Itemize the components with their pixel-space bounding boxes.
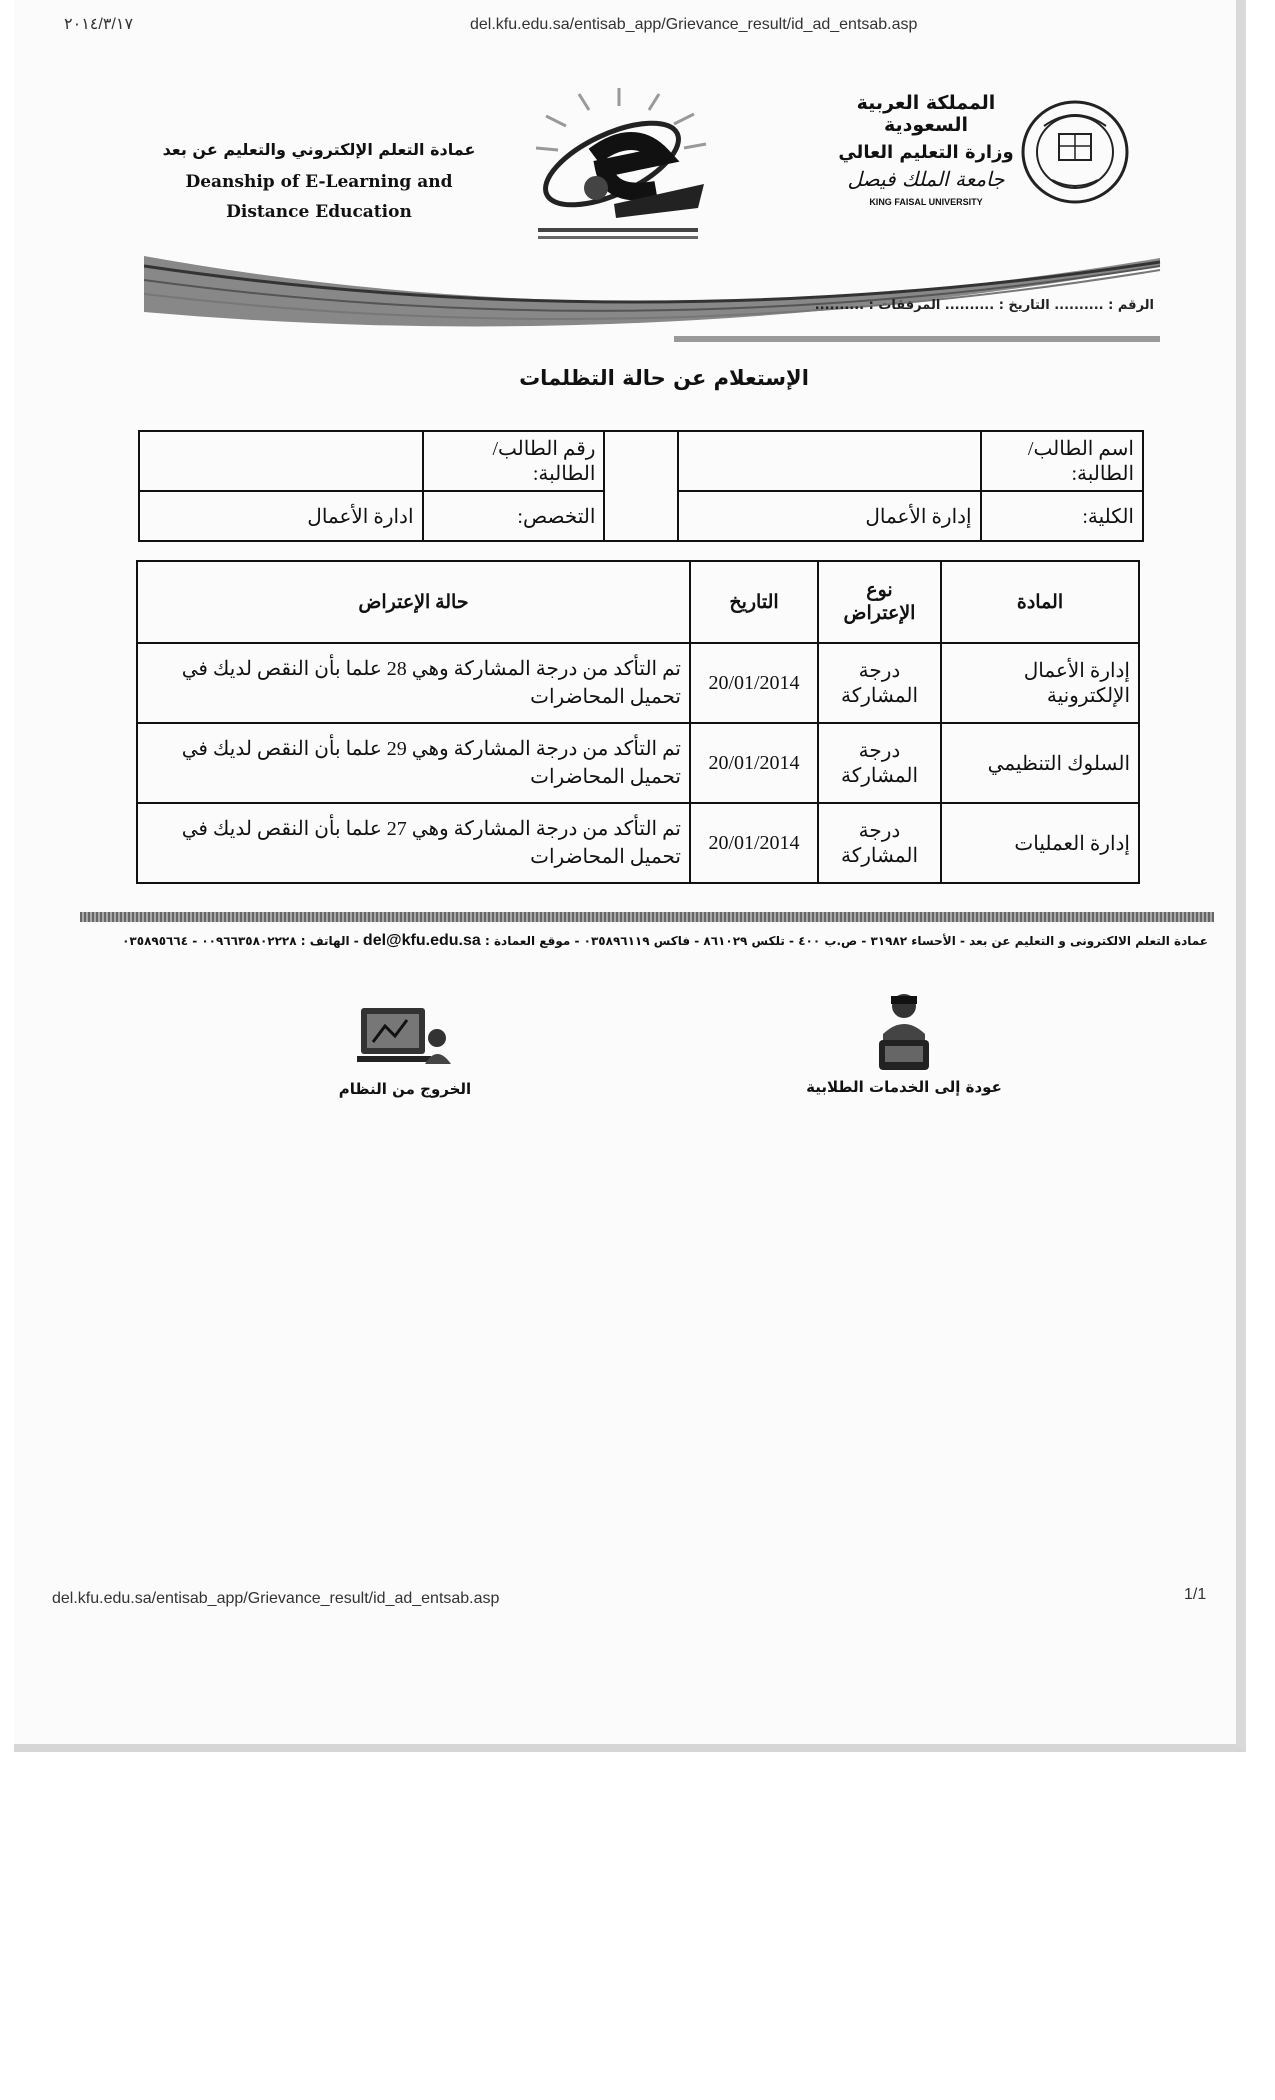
grievances-table <box>136 560 1140 884</box>
table-row <box>137 643 1139 723</box>
header-status: حالة الإعتراض <box>137 561 690 643</box>
row-date: 20/01/2014 <box>690 723 818 803</box>
logout-label: الخروج من النظام <box>338 1080 472 1098</box>
print-date: ٢٠١٤/٣/١٧ <box>64 16 134 33</box>
print-url-header: del.kfu.edu.sa/entisab_app/Grievance_result/id_ad_entsab.asp <box>470 16 918 33</box>
letterhead-swoosh <box>144 236 1162 348</box>
header-type <box>818 561 941 643</box>
deanship-name-en-line1: Deanship of E-Learning and <box>185 172 453 192</box>
table-row <box>137 803 1139 883</box>
university-name-en: KING FAISAL UNIVERSITY <box>869 197 983 207</box>
college-value: إدارة الأعمال <box>678 491 980 541</box>
ministry-line1: المملكة العربية السعودية <box>856 92 996 136</box>
table-header-row <box>137 561 1139 643</box>
row-status: تم التأكد من درجة المشاركة وهي 28 علما بأن النقص لديك في تحميل المحاضرات <box>137 643 690 723</box>
back-to-student-services-link[interactable] <box>794 990 1014 1096</box>
student-name-label: اسم الطالب/الطالبة: <box>981 431 1143 491</box>
page-title: الإستعلام عن حالة التظلمات <box>519 366 809 390</box>
header-subject: المادة <box>941 561 1139 643</box>
row-subject: إدارة العمليات <box>941 803 1139 883</box>
major-label: التخصص: <box>423 491 605 541</box>
footer-contact-line <box>98 932 1208 950</box>
row-type: درجة المشاركة <box>818 723 941 803</box>
student-number-label: رقم الطالب/الطالبة: <box>423 431 605 491</box>
ministry-block <box>826 92 1026 207</box>
deanship-block <box>154 140 484 227</box>
logout-computer-icon <box>355 1004 455 1076</box>
student-number-value <box>139 431 423 491</box>
college-label: الكلية: <box>981 491 1143 541</box>
footer-contact-text-after: - الهاتف : ٠٠٩٦٦٣٥٨٠٢٢٢٨ - ٠٣٥٨٩٥٦٦٤ <box>122 934 359 948</box>
university-seal-icon <box>1014 96 1136 208</box>
row-type: درجة المشاركة <box>818 803 941 883</box>
print-page-number: 1/1 <box>1184 1586 1207 1603</box>
university-name-ar: جامعة الملك فيصل <box>847 167 1005 191</box>
row-date: 20/01/2014 <box>690 643 818 723</box>
row-type: درجة المشاركة <box>818 643 941 723</box>
reference-line: الرقم : .......... التاريخ : .......... المرفقات : .......... <box>814 298 1154 313</box>
deanship-name-ar: عمادة التعلم الإلكتروني والتعليم عن بعد <box>162 140 476 159</box>
ministry-line2: وزارة التعليم العالي <box>838 142 1014 163</box>
footer-contact-text-before: عمادة التعلم الالكترونى و التعليم عن بعد - الأحساء ٣١٩٨٢ - ص.ب ٤٠٠ - تلكس ٨٦١٠٢٩ - فاكس ٠٣٥٨٩٦١١٩ - موقع العمادة : <box>484 934 1208 948</box>
student-services-icon <box>869 990 939 1074</box>
back-to-student-services-label: عودة إلى الخدمات الطلابية <box>806 1078 1002 1096</box>
header-type-line2: الإعتراض <box>843 603 916 624</box>
row-date: 20/01/2014 <box>690 803 818 883</box>
student-name-value <box>678 431 980 491</box>
header-type-line1: نوع <box>866 580 893 601</box>
elearning-logo-icon <box>484 86 754 246</box>
row-subject: إدارة الأعمال الإلكترونية <box>941 643 1139 723</box>
header-date: التاريخ <box>690 561 818 643</box>
row-subject: السلوك التنظيمي <box>941 723 1139 803</box>
row-status: تم التأكد من درجة المشاركة وهي 27 علما بأن النقص لديك في تحميل المحاضرات <box>137 803 690 883</box>
print-url-footer: del.kfu.edu.sa/entisab_app/Grievance_result/id_ad_entsab.asp <box>52 1590 500 1607</box>
row-status: تم التأكد من درجة المشاركة وهي 29 علما بأن النقص لديك في تحميل المحاضرات <box>137 723 690 803</box>
info-spacer-cell <box>604 431 678 541</box>
student-info-table <box>138 430 1144 542</box>
major-value: ادارة الأعمال <box>139 491 423 541</box>
logout-link[interactable] <box>330 1004 480 1098</box>
table-row <box>137 723 1139 803</box>
footer-email: del@kfu.edu.sa <box>362 932 481 949</box>
deanship-name-en-line2: Distance Education <box>226 202 412 222</box>
scanned-page <box>14 0 1246 1752</box>
footer-divider <box>80 912 1214 922</box>
